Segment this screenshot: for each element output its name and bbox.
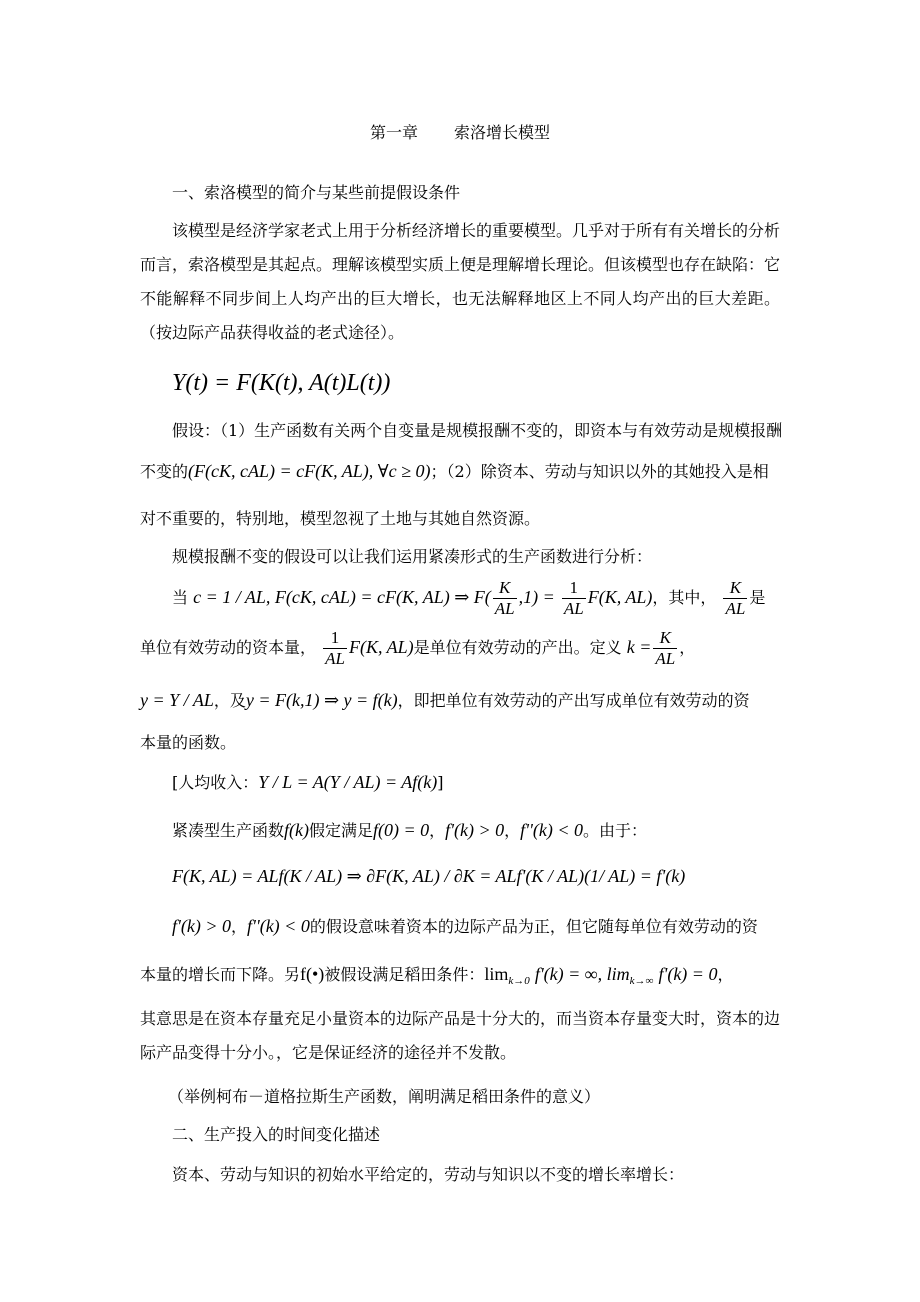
section1-heading: 一、索洛模型的简介与某些前提假设条件 bbox=[172, 183, 461, 202]
per-capita-line: [人均收入：Y / L = A(Y / AL) = Af(k)] bbox=[172, 772, 444, 792]
inada-explanation: 其意思是在资本存量充足小量资本的边际产品是十分大的，而当资本存量变大时，资本的边际产品变得十分小。，它是保证经济的途径并不发散。 bbox=[140, 1009, 781, 1062]
unit-definition-line: 单位有效劳动的资本量， $\frac{1}{AL}$ F(K, AL)是单位有效劳动的产出。定义 k = $\frac{K}{AL}$ ， bbox=[140, 628, 696, 668]
inada-line: 本量的增长而下降。另f(•)被假设满足稻田条件：$\lim_{k\to 0} f'(k)$ = ∞, $\lim_{k\to\infty} f'(k) = 0$， bbox=[140, 964, 734, 988]
section1-intro: 该模型是经济学家老式上用于分析经济增长的重要模型。几乎对于所有有关增长的分析而言，索洛模型是其起点。理解该模型实质上便是理解增长理论。但该模型也存在缺陷：它不能解释不同步间上人均产出的巨大增长，也无法解释地区上不同人均产出的巨大差距。（按边际产品获得收益的老式途径）。 bbox=[140, 221, 781, 342]
chapter-name: 索洛增长模型 bbox=[454, 123, 551, 142]
example-note: （举例柯布－道格拉斯生产函数，阐明满足稻田条件的意义） bbox=[168, 1087, 601, 1106]
assumption-line-1: 假设：（1）生产函数有关两个自变量是规模报酬不变的，即资本与有效劳动是规模报酬 bbox=[172, 421, 783, 440]
chapter-title bbox=[0, 120, 920, 143]
section2-heading: 二、生产投入的时间变化描述 bbox=[172, 1125, 381, 1144]
crs-intro: 规模报酬不变的假设可以让我们运用紧凑形式的生产函数进行分析： bbox=[172, 547, 653, 566]
derivative-equation: F(K, AL) = ALf(K / AL) ⇒ ∂F(K, AL) / ∂K = ALf'(K / AL)(1/ AL) = f'(k) bbox=[172, 866, 686, 886]
section2-text: 资本、劳动与知识的初始水平给定的，劳动与知识以不变的增长率增长： bbox=[172, 1165, 685, 1184]
compact-function-line: 紧凑型生产函数f(k)假定满足f(0) = 0，f'(k) > 0，f''(k) < 0。由于： bbox=[172, 820, 648, 840]
assumption-line-2: 不变的(F(cK, cAL) = cF(K, AL), ∀c ≥ 0)；（2）除资本、劳动与知识以外的其她投入是相 bbox=[140, 461, 769, 481]
y-definition-line-2: 本量的函数。 bbox=[140, 733, 237, 752]
chapter-label: 第一章 bbox=[369, 123, 418, 142]
crs-equation-line: 当 c = 1 / AL, F(cK, cAL) = cF(K, AL) ⇒ F( $\frac{K}{AL}$ ,1) = $\frac{1}{AL}$ F(K, AL)，其中， $\frac{K}{AL}$ 是 bbox=[172, 578, 766, 618]
equation-production: Y(t) = F(K(t), A(t)L(t)) bbox=[172, 370, 391, 396]
y-definition-line: y = Y / AL，及y = F(k,1) ⇒ y = f(k)，即把单位有效劳动的产出写成单位有效劳动的资 bbox=[140, 690, 750, 710]
assumption-line-3: 对不重要的，特别地，模型忽视了土地与其她自然资源。 bbox=[140, 509, 541, 528]
meaning-line-1: f'(k) > 0，f''(k) < 0的假设意味着资本的边际产品为正，但它随每单位有效劳动的资 bbox=[172, 916, 758, 936]
